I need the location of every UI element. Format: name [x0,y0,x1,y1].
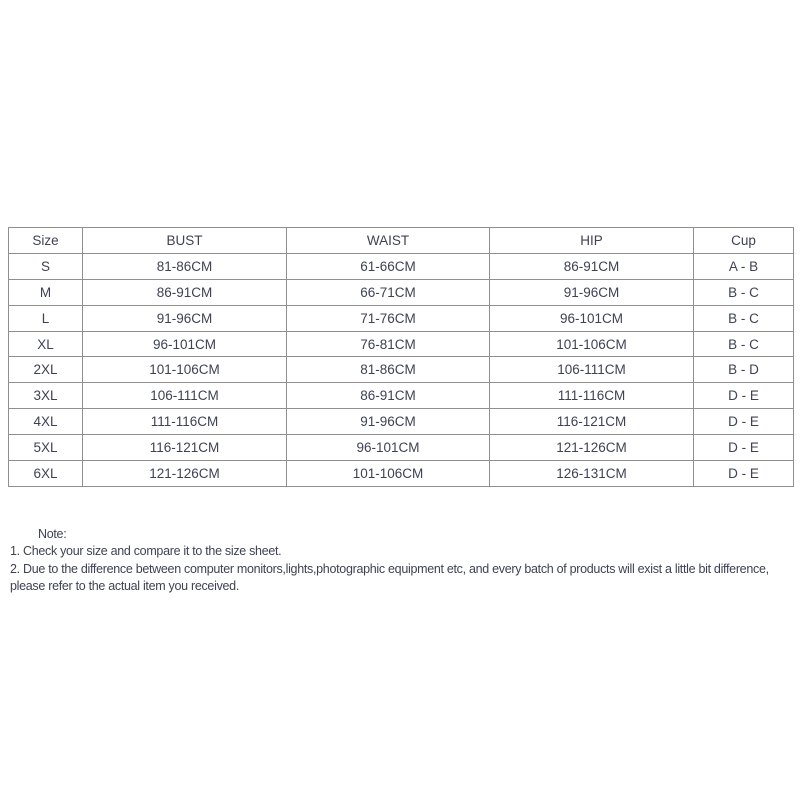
table-row [9,331,794,357]
table-cell: B - C [694,279,794,305]
table-cell: 6XL [9,461,83,487]
column-header: Cup [694,228,794,254]
table-cell: 91-96CM [287,409,490,435]
table-cell: 101-106CM [83,357,287,383]
table-cell: D - E [694,435,794,461]
table-cell: 121-126CM [490,435,694,461]
table-cell: 86-91CM [490,253,694,279]
table-cell: B - C [694,331,794,357]
table-cell: B - C [694,305,794,331]
table-row [9,357,794,383]
size-chart-header-row [9,228,794,254]
column-header: BUST [83,228,287,254]
size-chart-body [9,253,794,486]
table-cell: 76-81CM [287,331,490,357]
table-cell: L [9,305,83,331]
table-cell: D - E [694,461,794,487]
table-cell: A - B [694,253,794,279]
table-cell: 91-96CM [490,279,694,305]
table-cell: 96-101CM [490,305,694,331]
table-cell: 3XL [9,383,83,409]
note-section [10,526,798,596]
note-title: Note: [38,527,67,541]
table-row [9,461,794,487]
table-cell: 111-116CM [83,409,287,435]
size-chart-table [8,227,794,487]
table-cell: 91-96CM [83,305,287,331]
table-cell: 96-101CM [83,331,287,357]
table-cell: 71-76CM [287,305,490,331]
table-cell: M [9,279,83,305]
table-cell: 126-131CM [490,461,694,487]
table-cell: 86-91CM [287,383,490,409]
table-row [9,435,794,461]
note-line: please refer to the actual item you received. [10,579,239,594]
table-cell: 116-121CM [83,435,287,461]
table-cell: 4XL [9,409,83,435]
table-cell: D - E [694,383,794,409]
table-cell: 106-111CM [490,357,694,383]
table-cell: 86-91CM [83,279,287,305]
note-line: 2. Due to the difference between computer monitors,lights,photographic equipment etc, and every batch of products will exist a little bit difference, [10,561,769,576]
table-row [9,279,794,305]
table-cell: S [9,253,83,279]
table-row [9,409,794,435]
table-cell: 111-116CM [490,383,694,409]
table-cell: 96-101CM [287,435,490,461]
table-cell: XL [9,331,83,357]
table-row [9,383,794,409]
table-cell: 121-126CM [83,461,287,487]
table-row [9,253,794,279]
table-cell: 61-66CM [287,253,490,279]
table-cell: 66-71CM [287,279,490,305]
table-cell: 81-86CM [83,253,287,279]
note-line: 1. Check your size and compare it to the size sheet. [10,544,282,559]
column-header: WAIST [287,228,490,254]
table-cell: 5XL [9,435,83,461]
column-header: HIP [490,228,694,254]
table-cell: 101-106CM [490,331,694,357]
column-header: Size [9,228,83,254]
table-cell: 81-86CM [287,357,490,383]
table-cell: 2XL [9,357,83,383]
table-cell: 116-121CM [490,409,694,435]
table-cell: D - E [694,409,794,435]
table-cell: 101-106CM [287,461,490,487]
note-lines [10,543,798,595]
table-row [9,305,794,331]
table-cell: B - D [694,357,794,383]
table-cell: 106-111CM [83,383,287,409]
